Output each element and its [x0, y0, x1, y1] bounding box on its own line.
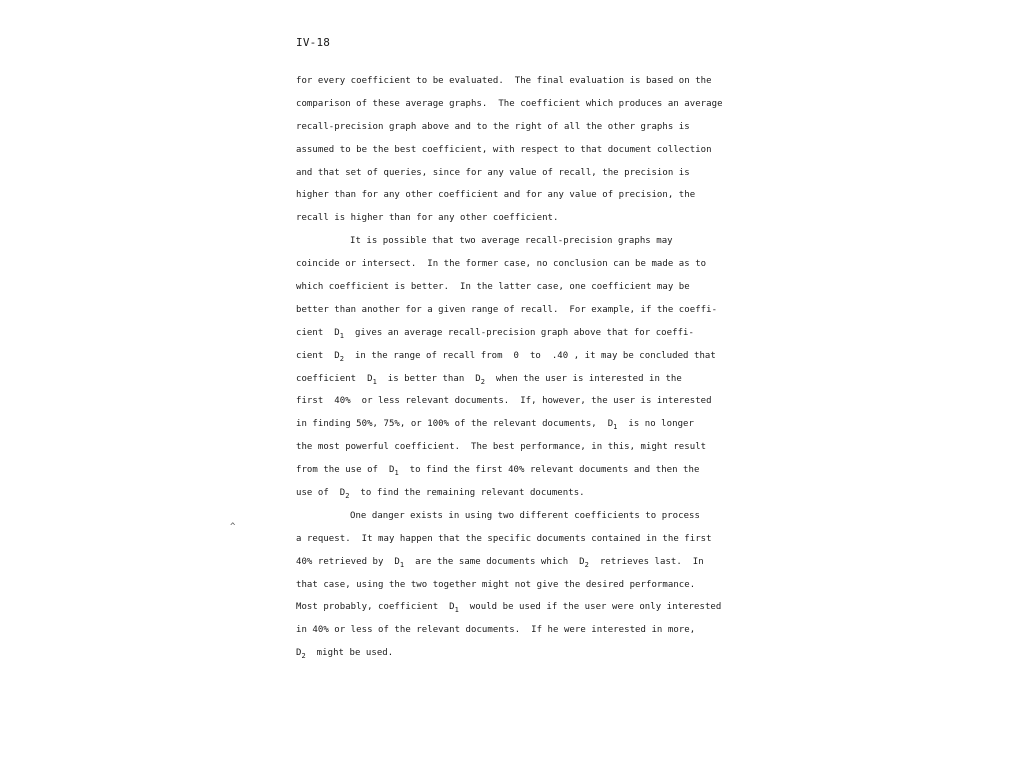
text-line: cient $D_2$ in the range of recall from 0 to .40 , it may be concluded that — [296, 350, 716, 363]
text-line: use of $D_2$ to find the remaining relevant documents. — [296, 488, 585, 501]
text-line: cient $D_1$ gives an average recall-precision graph above that for coeffi- — [296, 327, 694, 340]
text-line: from the use of $D_1$ to find the first 40% relevant documents and then the — [296, 465, 700, 478]
margin-mark: ^ — [230, 522, 236, 532]
text-line: 40% retrieved by $D_1$ are the same documents which $D_2$ retrieves last. In — [296, 556, 704, 569]
text-line: recall-precision graph above and to the right of all the other graphs is — [296, 121, 690, 132]
text-line: Most probably, coefficient $D_1$ would be used if the user were only interested — [296, 602, 722, 615]
text-line: and that set of queries, since for any value of recall, the precision is — [296, 167, 690, 178]
text-line: in 40% or less of the relevant documents. If he were interested in more, — [296, 625, 696, 636]
paragraph-start-line: It is possible that two average recall-precision graphs may — [350, 236, 673, 247]
text-line: for every coefficient to be evaluated. The final evaluation is based on the — [296, 76, 712, 86]
text-line: comparison of these average graphs. The coefficient which produces an average — [296, 98, 723, 109]
text-line: the most powerful coefficient. The best performance, in this, might result — [296, 442, 707, 453]
text-line: a request. It may happen that the specific documents contained in the first — [296, 533, 712, 544]
text-line: which coefficient is better. In the latter case, one coefficient may be — [296, 282, 690, 293]
paragraph-start-line: One danger exists in using two different coefficients to process — [350, 510, 700, 521]
text-line: that case, using the two together might not give the desired performance. — [296, 579, 696, 590]
body-text — [296, 70, 736, 665]
text-line: higher than for any other coefficient and for any value of precision, the — [296, 190, 696, 201]
text-line: $D_2$ might be used. — [296, 648, 394, 661]
text-line: coincide or intersect. In the former case, no conclusion can be made as to — [296, 259, 707, 270]
text-line: recall is higher than for any other coefficient. — [296, 213, 559, 224]
text-line: assumed to be the best coefficient, with respect to that document collection — [296, 144, 712, 155]
text-line: better than another for a given range of recall. For example, if the coeffi- — [296, 304, 718, 315]
page-number: IV-18 — [296, 36, 331, 49]
text-line: coefficient $D_1$ is better than $D_2$ when the user is interested in the — [296, 373, 682, 386]
text-line: first 40% or less relevant documents. If, however, the user is interested — [296, 396, 712, 407]
text-line: in finding 50%, 75%, or 100% of the relevant documents, $D_1$ is no longer — [296, 419, 694, 432]
